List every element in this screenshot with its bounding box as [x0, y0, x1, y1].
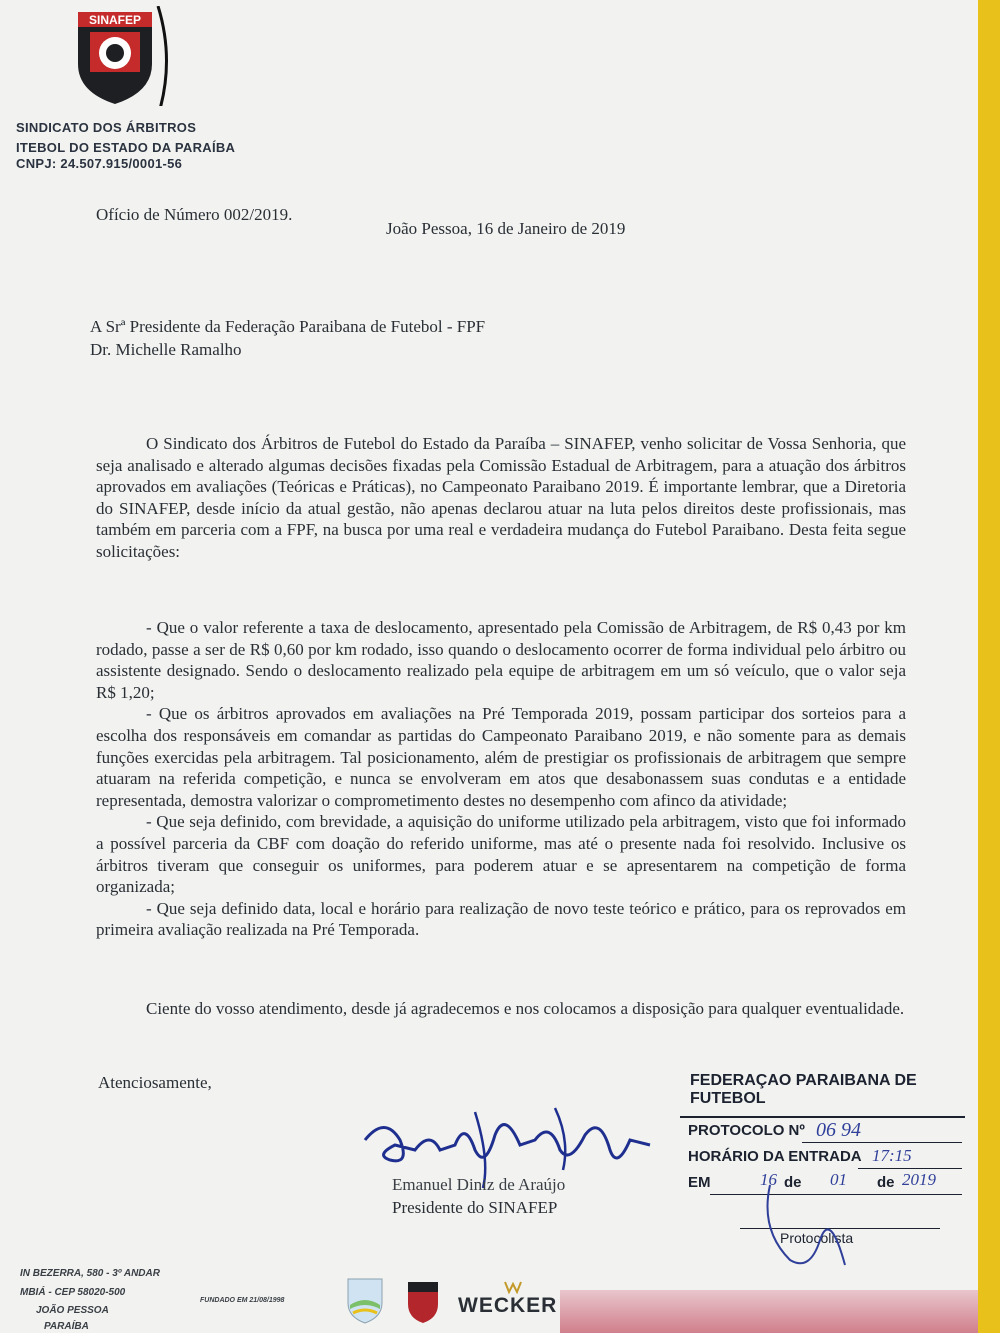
footer-address-2: MBIÁ - CEP 58020-500: [20, 1287, 126, 1298]
request-item: - Que os árbitros aprovados em avaliações na Pré Temporada 2019, possam participar dos sorteios para a escolha dos responsáveis em comandar as partidas do Campeonato Paraibano 2019, e não somente para as demais funções exercidas pela arbitragem. Tal posicionamento, além de prestigiar os profissionais de arbitragem que sempre atuaram na referida competição, e nunca se envolveram em atos que desabonassem suas condutas e a entidade representada, demostra valorizar o comprometimento destes no desempenho com afinco da atividade;: [96, 704, 906, 810]
yellow-background-edge: [978, 0, 1000, 1333]
sinafep-logo: [60, 6, 170, 106]
date-line: João Pessoa, 16 de Janeiro de 2019: [386, 219, 626, 238]
wecker-mark-icon: [503, 1280, 523, 1294]
date-month: 01: [830, 1170, 847, 1189]
sponsor-shield-icon: [345, 1275, 385, 1325]
date-de-2: de: [877, 1174, 895, 1191]
closing-text: Ciente do vosso atendimento, desde já agradecemos e nos colocamos a disposição para qualquer eventualidade.: [146, 999, 905, 1018]
footer-address-4: PARAÍBA: [44, 1321, 89, 1332]
protocolo-label: PROTOCOLO Nº: [688, 1122, 805, 1139]
closing-paragraph: [96, 998, 906, 1020]
horario-label: HORÁRIO DA ENTRADA: [688, 1148, 862, 1165]
org-cnpj: CNPJ: 24.507.915/0001-56: [16, 156, 183, 171]
date-year: 2019: [902, 1170, 936, 1189]
intro-text: O Sindicato dos Árbitros de Futebol do Estado da Paraíba – SINAFEP, venho solicitar de Vossa Senhoria, que seja analisado e alterado algumas decisões fixadas pela Comissão Estadual de Arbitragem, para a atuação dos árbitros aprovados em avaliações (Teóricas e Práticas), no Campeonato Paraibano 2019. É importante lembrar, que a Diretoria do SINAFEP, desde início da atual gestão, não apenas declarou atuar na luta pelos direitos deste profissionais, mas também em parceria com a FPF, na busca por uma real e verdadeira mudança do Futebol Paraibano. Desta feita segue solicitações:: [96, 434, 906, 561]
org-name-line2: ITEBOL DO ESTADO DA PARAÍBA: [16, 140, 236, 155]
stamp-title: FEDERAÇAO PARAIBANA DE FUTEBOL: [690, 1072, 917, 1107]
request-item: - Que seja definido, com brevidade, a aquisição do uniforme utilizado pela arbitragem, visto que foi informado a possível parceria da CBF com doação do referido uniforme, mas até o presente nada foi resolvido. Inclusive os árbitros tiveram que conseguir os uniformes, para poderem atuar e se apresentarem na competição de forma organizada;: [96, 812, 906, 897]
protocolista-initials: [750, 1180, 880, 1275]
protocolo-line: [802, 1142, 962, 1143]
protocolo-value: 06 94: [816, 1119, 861, 1141]
logo-text: SINAFEP: [88, 13, 142, 27]
horario-value: 17:15: [872, 1146, 912, 1165]
footer-address-3: JOÃO PESSOA: [36, 1305, 109, 1316]
signatory-role: Presidente do SINAFEP: [392, 1198, 558, 1217]
club-crest-icon: [405, 1278, 441, 1324]
intro-paragraph: [96, 433, 906, 563]
sponsor-wecker: WECKER: [458, 1294, 558, 1317]
footer-address-1: IN BEZERRA, 580 - 3º ANDAR: [20, 1268, 160, 1279]
date-day: 16: [760, 1170, 777, 1189]
requests-list: [96, 617, 906, 941]
footer-red-band: [560, 1290, 985, 1333]
request-item: - Que seja definido data, local e horário para realização de novo teste teórico e prático, para os reprovados em primeira avaliação realizada na Pré Temporada.: [96, 898, 906, 940]
em-label: EM: [688, 1174, 711, 1191]
horario-line: [858, 1168, 962, 1169]
protocolista-label: Protocolista: [780, 1230, 854, 1246]
protocol-stamp: [680, 1070, 970, 1270]
date-de-1: de: [784, 1174, 802, 1191]
oficio-number: Ofício de Número 002/2019.: [96, 205, 293, 224]
signatory-name: Emanuel Diniz de Araújo: [392, 1175, 566, 1194]
recipient-line2: Dr. Michelle Ramalho: [90, 340, 242, 359]
recipient-line1: A Srª Presidente da Federação Paraibana de Futebol - FPF: [90, 317, 486, 336]
salutation: Atenciosamente,: [98, 1073, 212, 1092]
org-name-line1: SINDICATO DOS ÁRBITROS: [16, 120, 197, 135]
footer-founded: FUNDADO EM 21/08/1998: [200, 1297, 285, 1304]
stamp-rule: [680, 1116, 965, 1118]
request-item: - Que o valor referente a taxa de deslocamento, apresentado pela Comissão de Arbitragem, de R$ 0,43 por km rodado, passe a ser de R$ 0,60 por km rodado, isso quando o deslocamento ocorrer de forma individual pelo árbitro ou assistente designado. Sendo o deslocamento realizado pela equipe de arbitragem em um só veículo, que o valor seja R$ 1,20;: [96, 618, 906, 702]
